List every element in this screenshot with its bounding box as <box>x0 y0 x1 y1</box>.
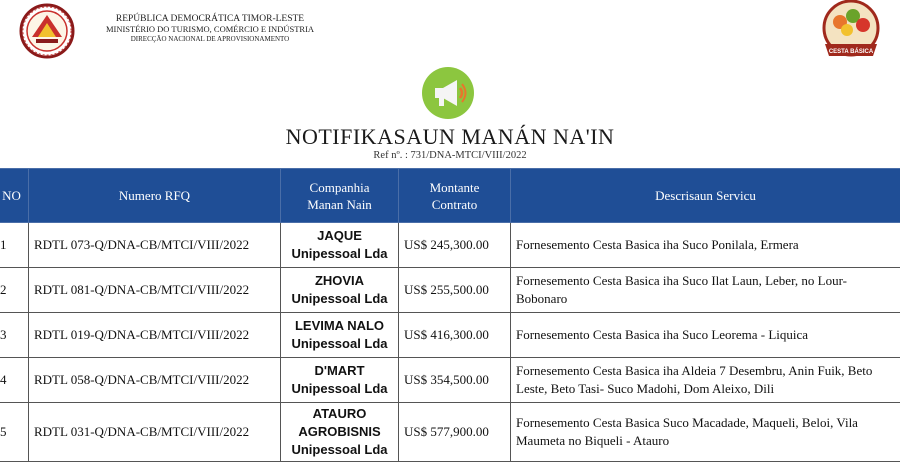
col-company-header-line1: Companhia <box>285 179 394 196</box>
row-company <box>281 223 399 268</box>
row-rfq: RDTL 058-Q/DNA-CB/MTCI/VIII/2022 <box>29 358 281 403</box>
table-row <box>0 268 900 313</box>
ministry-line1: REPÚBLICA DEMOCRÁTICA TIMOR-LESTE <box>90 14 330 24</box>
row-company-line1: ZHOVIA <box>286 272 393 290</box>
col-description-header: Descrisaun Servicu <box>511 169 900 223</box>
row-rfq: RDTL 031-Q/DNA-CB/MTCI/VIII/2022 <box>29 403 281 462</box>
row-description: Fornesemento Cesta Basica iha Suco Ponilala, Ermera <box>511 223 900 268</box>
col-company-header <box>281 169 399 223</box>
row-company-line1: ATAURO <box>286 405 393 423</box>
row-company-line3: Unipessoal Lda <box>286 441 393 459</box>
row-company-line2: Unipessoal Lda <box>286 245 393 263</box>
row-rfq: RDTL 073-Q/DNA-CB/MTCI/VIII/2022 <box>29 223 281 268</box>
ministry-heading <box>90 14 330 44</box>
page-header <box>0 0 900 62</box>
row-amount: US$ 354,500.00 <box>399 358 511 403</box>
row-company-line1: JAQUE <box>286 227 393 245</box>
row-no: 1 <box>0 223 29 268</box>
table-row <box>0 313 900 358</box>
award-table <box>0 168 900 462</box>
table-row <box>0 403 900 462</box>
col-amount-header <box>399 169 511 223</box>
row-company <box>281 313 399 358</box>
table-row <box>0 358 900 403</box>
megaphone-icon <box>421 66 475 120</box>
row-amount: US$ 245,300.00 <box>399 223 511 268</box>
row-company-line1: LEVIMA NALO <box>286 317 393 335</box>
reference-number: Ref nº. : 731/DNA-MTCI/VIII/2022 <box>0 150 900 161</box>
row-amount: US$ 577,900.00 <box>399 403 511 462</box>
row-description: Fornesemento Cesta Basica iha Aldeia 7 Desembru, Anin Fuik, Beto Leste, Beto Tasi- Suco Madohi, Dom Aleixo, Dili <box>511 358 900 403</box>
row-company-line2: AGROBISNIS <box>286 423 393 441</box>
col-no-header: NO <box>0 169 29 223</box>
col-amount-header-line1: Montante <box>403 179 506 196</box>
row-rfq: RDTL 081-Q/DNA-CB/MTCI/VIII/2022 <box>29 268 281 313</box>
page-title: NOTIFIKASAUN MANÁN NA'IN <box>0 124 900 150</box>
row-description: Fornesemento Cesta Basica iha Suco Leorema - Liquica <box>511 313 900 358</box>
row-company-line2: Unipessoal Lda <box>286 380 393 398</box>
ministry-line2: MINISTÉRIO DO TURISMO, COMÉRCIO E INDÚSTRIA <box>90 24 330 34</box>
row-company <box>281 403 399 462</box>
table-header-row <box>0 169 900 223</box>
row-no: 5 <box>0 403 29 462</box>
row-no: 2 <box>0 268 29 313</box>
cesta-logo-text: CESTA BÁSICA <box>829 48 874 55</box>
table-row <box>0 223 900 268</box>
timor-leste-seal-icon <box>14 3 80 59</box>
col-company-header-line2: Manan Nain <box>285 196 394 213</box>
row-description: Fornesemento Cesta Basica iha Suco Ilat Laun, Leber, no Lour-Bobonaro <box>511 268 900 313</box>
row-company <box>281 358 399 403</box>
ministry-line3: DIRECÇÃO NACIONAL DE APROVISIONAMENTO <box>90 34 330 44</box>
row-company <box>281 268 399 313</box>
row-rfq: RDTL 019-Q/DNA-CB/MTCI/VIII/2022 <box>29 313 281 358</box>
row-amount: US$ 416,300.00 <box>399 313 511 358</box>
row-no: 4 <box>0 358 29 403</box>
row-company-line2: Unipessoal Lda <box>286 290 393 308</box>
row-amount: US$ 255,500.00 <box>399 268 511 313</box>
row-company-line2: Unipessoal Lda <box>286 335 393 353</box>
col-amount-header-line2: Contrato <box>403 196 506 213</box>
row-description: Fornesemento Cesta Basica Suco Macadade, Maqueli, Beloi, Vila Maumeta no Biqueli - Atauro <box>511 403 900 462</box>
cesta-basica-logo-icon <box>815 0 887 62</box>
row-company-line1: D'MART <box>286 362 393 380</box>
row-no: 3 <box>0 313 29 358</box>
col-rfq-header: Numero RFQ <box>29 169 281 223</box>
